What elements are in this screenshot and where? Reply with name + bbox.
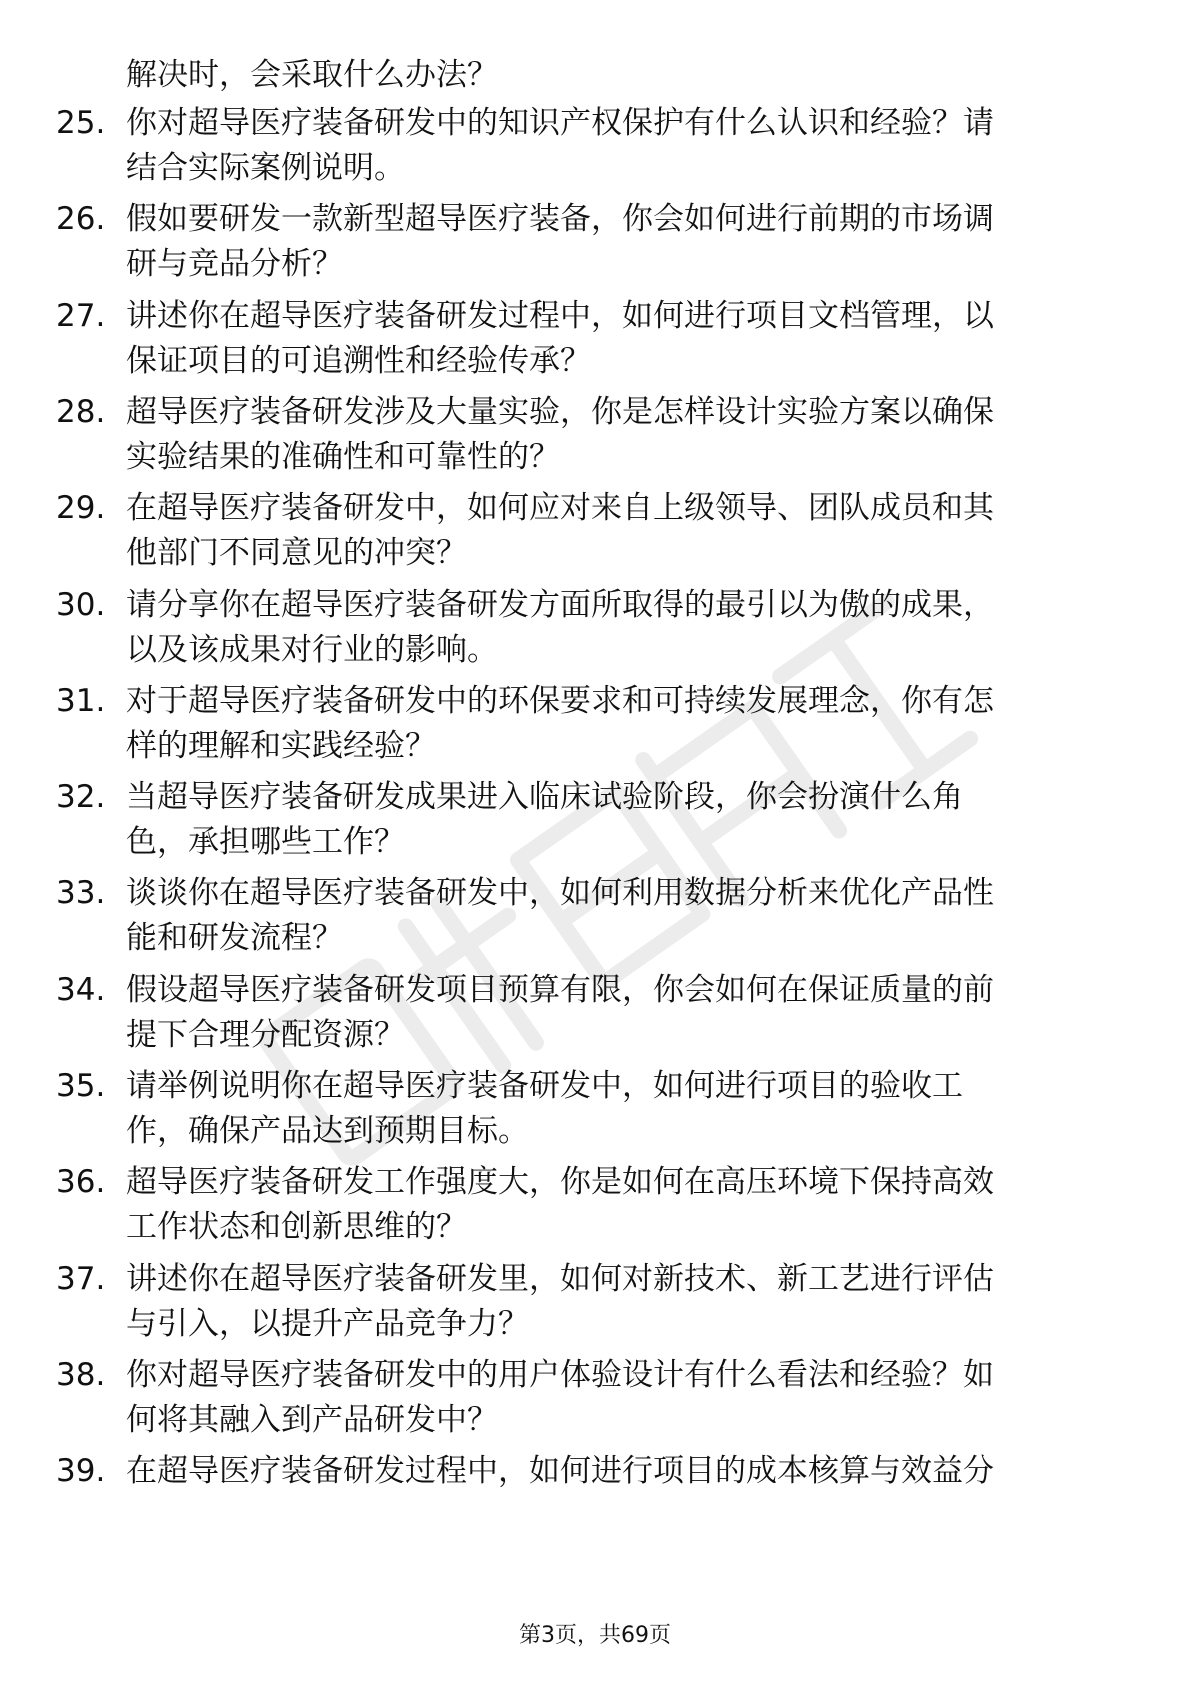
- question-text-line: 提下合理分配资源？: [126, 1016, 405, 1053]
- question-text-line: 何将其融入到产品研发中？: [126, 1401, 498, 1438]
- question-text-line: 他部门不同意见的冲突？: [126, 535, 467, 572]
- question-number: 26.: [56, 201, 106, 238]
- question-text-line: 你对超导医疗装备研发中的知识产权保护有什么认识和经验？请: [126, 105, 994, 141]
- question-item: [0, 678, 1190, 778]
- question-number: 34.: [56, 971, 106, 1008]
- question-text-line: 对于超导医疗装备研发中的环保要求和可持续发展理念，你有怎: [126, 682, 994, 719]
- question-text-line: 超导医疗装备研发工作强度大，你是如何在高压环境下保持高效: [126, 1164, 994, 1201]
- page-footer: 第3页，共69页: [519, 1623, 671, 1648]
- question-item: [0, 100, 1190, 200]
- question-text-line: 与引入，以提升产品竞争力？: [126, 1305, 529, 1342]
- question-number: 33.: [56, 875, 106, 912]
- question-number: 37.: [56, 1260, 106, 1297]
- question-number: 27.: [56, 297, 106, 334]
- question-item: [0, 1063, 1190, 1163]
- question-number: 32.: [56, 779, 106, 816]
- question-text-line: 当超导医疗装备研发成果进入临床试验阶段，你会扮演什么角: [126, 779, 963, 816]
- question-item: [0, 1256, 1190, 1356]
- question-text-line: 作，确保产品达到预期目标。: [126, 1113, 529, 1149]
- question-item: [0, 774, 1190, 874]
- question-text-line: 请分享你在超导医疗装备研发方面所取得的最引以为傲的成果，: [126, 586, 994, 623]
- question-text-line: 超导医疗装备研发涉及大量实验，你是怎样设计实验方案以确保: [126, 393, 994, 430]
- question-text-line: 讲述你在超导医疗装备研发过程中，如何进行项目文档管理，以: [126, 297, 994, 334]
- question-text-line: 你对超导医疗装备研发中的用户体验设计有什么看法和经验？如: [126, 1356, 994, 1393]
- question-text-line: 能和研发流程？: [126, 920, 343, 957]
- question-number: 28.: [56, 393, 106, 430]
- question-number: 30.: [56, 586, 106, 623]
- question-text-line: 工作状态和创新思维的？: [126, 1209, 467, 1246]
- question-item: [0, 967, 1190, 1067]
- question-number: 39.: [56, 1453, 106, 1490]
- question-number: 36.: [56, 1164, 106, 1201]
- question-item: [0, 870, 1190, 970]
- question-text-line: 保证项目的可追溯性和经验传承？: [126, 342, 591, 379]
- question-number: 29.: [56, 490, 106, 527]
- question-number: 25.: [56, 105, 106, 141]
- question-text-line: 假设超导医疗装备研发项目预算有限，你会如何在保证质量的前: [126, 971, 994, 1008]
- question-text-line: 请举例说明你在超导医疗装备研发中，如何进行项目的验收工: [126, 1068, 963, 1104]
- question-text-line: 在超导医疗装备研发过程中，如何进行项目的成本核算与效益分: [126, 1453, 994, 1490]
- question-text-line: 色，承担哪些工作？: [126, 824, 405, 861]
- question-item: [0, 485, 1190, 585]
- question-text-line: 结合实际案例说明。: [126, 150, 405, 186]
- question-item: [0, 582, 1190, 682]
- question-text-line: 以及该成果对行业的影响。: [126, 631, 498, 668]
- question-text-line: 样的理解和实践经验？: [126, 727, 436, 764]
- question-item: [0, 389, 1190, 489]
- question-text-line: 谈谈你在超导医疗装备研发中，如何利用数据分析来优化产品性: [126, 875, 994, 912]
- question-item: [0, 1159, 1190, 1259]
- question-text-line: 实验结果的准确性和可靠性的？: [126, 438, 560, 475]
- question-number: 38.: [56, 1356, 106, 1393]
- question-text-line: 讲述你在超导医疗装备研发里，如何对新技术、新工艺进行评估: [126, 1260, 994, 1297]
- continued-question-text: 解决时，会采取什么办法？: [126, 57, 498, 93]
- question-number: 31.: [56, 682, 106, 719]
- question-text-line: 在超导医疗装备研发中，如何应对来自上级领导、团队成员和其: [126, 490, 994, 527]
- question-item: [0, 293, 1190, 393]
- question-number: 35.: [56, 1068, 106, 1104]
- question-text-line: 假如要研发一款新型超导医疗装备，你会如何进行前期的市场调: [126, 201, 994, 238]
- question-text-line: 研与竞品分析？: [126, 246, 343, 283]
- question-item: [0, 196, 1190, 296]
- question-item: [0, 1352, 1190, 1452]
- question-item: [0, 1448, 1190, 1548]
